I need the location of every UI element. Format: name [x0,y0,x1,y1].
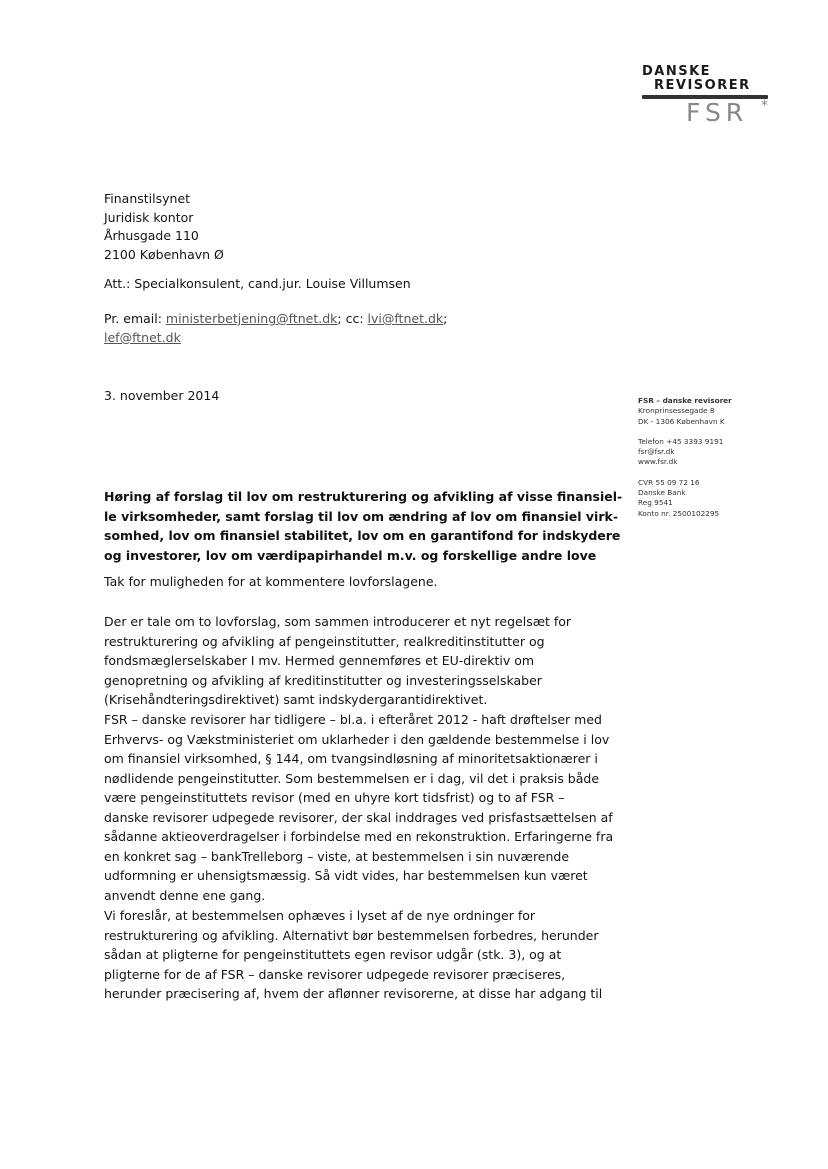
paragraph-line: Tak for muligheden for at kommentere lovforslagene. [104,574,438,589]
paragraph-line: restrukturering og afvikling af pengeinstitutter, realkreditinstitutter og [104,633,545,649]
recipient-line: 2100 København Ø [104,246,224,262]
recipient-address [104,190,224,264]
email-separator: ; cc: [337,311,368,326]
sender-email: fsr@fsr.dk [638,447,675,457]
paragraph-line: danske revisorer udpegede revisorer, der skal inddrages ved prisfastsættelsen af [104,809,613,825]
sender-web: www.fsr.dk [638,457,678,467]
letter-date: 3. november 2014 [104,388,220,403]
sender-reg: Reg 9541 [638,498,673,508]
email-separator: ; [443,311,448,326]
paragraph-line: sådanne aktieoverdragelser i forbindelse med en rekonstruktion. Erfaringerne fra [104,829,614,844]
logo-text-danske: DANSKE [642,64,712,79]
sender-konto: Konto nr. 2500102295 [638,508,720,518]
letter-heading [104,487,622,565]
paragraph-line: være pengeinstituttets revisor (med en uhyre kort tidsfrist) og to af FSR – [104,790,565,805]
paragraph-2 [104,612,571,710]
email-recipients [104,309,447,347]
email-link-lef[interactable]: lef@ftnet.dk [104,330,181,345]
paragraph-line: Erhvervs- og Vækstministeriet om uklarheder i den gældende bestemmelse i lov [104,731,610,747]
paragraph-3 [104,710,613,905]
sender-phone: Telefon +45 3393 9191 [638,436,724,446]
fsr-logo [628,62,773,132]
paragraph-line: Vi foreslår, at bestemmelsen ophæves i lyset af de nye ordninger for [104,908,536,923]
paragraph-line: herunder præcisering af, hvem der aflønner revisorerne, at disse har adgang til [104,986,603,1001]
logo-star-icon: * [761,98,768,114]
heading-line: Høring af forslag til lov om restrukturering og afvikling af visse finansiel- [104,489,623,504]
paragraph-line: nødlidende pengeinstitutter. Som bestemmelsen er i dag, vil det i praksis både [104,770,600,786]
sender-address-line: Kronprinsessegade 8 [638,406,715,416]
sender-bank: Danske Bank [638,488,686,498]
paragraph-line: FSR – danske revisorer har tidligere – bl.a. i efteråret 2012 - haft drøftelser med [104,712,602,727]
paragraph-line: genopretning og afvikling af kreditinstitutter og investeringsselskaber [104,672,542,688]
paragraph-line: udformning er uhensigtsmæssig. Så vidt vides, har bestemmelsen kun været [104,868,588,883]
attention-line: Att.: Specialkonsulent, cand.jur. Louise Villumsen [104,276,411,291]
paragraph-line: restrukturering og afvikling. Alternativt bør bestemmelsen forbedres, herunder [104,927,599,943]
sender-info [638,396,732,519]
recipient-line: Juridisk kontor [104,209,194,225]
recipient-line: Finanstilsynet [104,191,191,206]
paragraph-line: pligterne for de af FSR – danske revisorer udpegede revisorer præciseres, [104,966,566,982]
paragraph-4 [104,906,602,1004]
email-prefix: Pr. email: [104,311,166,326]
email-link-ministerbetjening[interactable]: ministerbetjening@ftnet.dk [165,311,338,326]
paragraph-1 [104,572,438,592]
paragraph-line: (Krisehåndteringsdirektivet) samt indskydergarantidirektivet. [104,692,488,707]
sender-cvr: CVR 55 09 72 16 [638,477,700,487]
sender-name: FSR – danske revisorer [638,396,732,405]
heading-line: og investorer, lov om værdipapirhandel m.v. og forskellige andre love [104,547,597,563]
heading-line: le virksomheder, samt forslag til lov om ændring af lov om finansiel virk- [104,508,619,524]
logo-mark-fsr: FSR [686,98,749,127]
paragraph-line: anvendt denne ene gang. [104,887,266,903]
heading-line: somhed, lov om finansiel stabilitet, lov om en garantifond for indskydere [104,528,621,543]
logo-text-revisorer: REVISORER [654,78,751,93]
paragraph-line: om finansiel virksomhed, § 144, om tvangsindløsning af minoritetsaktionærer i [104,751,598,766]
recipient-line: Århusgade 110 [104,228,199,243]
paragraph-line: fondsmæglerselskaber I mv. Hermed gennemføres et EU-direktiv om [104,653,535,668]
paragraph-line: en konkret sag – bankTrelleborg – viste, at bestemmelsen i sin nuværende [104,848,570,864]
paragraph-line: Der er tale om to lovforslag, som sammen introducerer et nyt regelsæt for [104,614,572,629]
sender-address-line: DK - 1306 København K [638,416,725,426]
email-link-lvi[interactable]: lvi@ftnet.dk [367,311,444,326]
paragraph-line: sådan at pligterne for pengeinstituttets egen revisor udgår (stk. 3), og at [104,947,562,962]
